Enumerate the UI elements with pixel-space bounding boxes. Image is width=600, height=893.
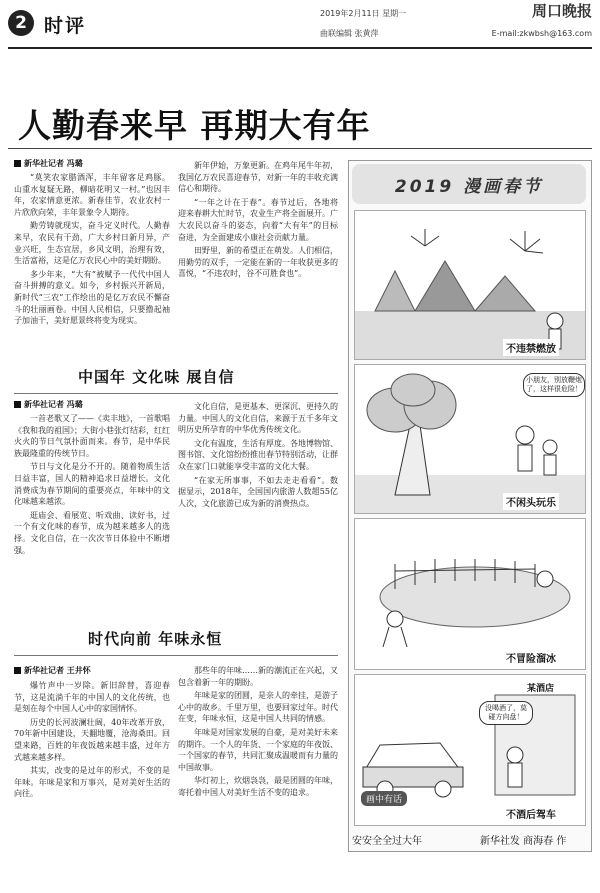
paragraph: 爆竹声中一岁除。新旧辞替，喜迎春节，这是流淌千年的中国人的文化传统，也是刻在每个中国人心中的家国情怀。: [14, 681, 170, 714]
paragraph: 年味是对国家发展的自豪，是对美好未来的期许。一个人的年货、一个家庭的年夜饭、一个国家的春节，共同汇聚成温暖而有力量的中国故事。: [178, 727, 338, 772]
panel-footer-left: 安安全全过大年: [352, 836, 422, 847]
paragraph: 田野里，新的希望正在萌发。人们相信，用勤劳的双手，一定能在新的一年收获更多的喜悦，“不违农时，谷不可胜食也”。: [178, 246, 338, 279]
byline-text: 新华社记者 冯璐: [24, 400, 83, 409]
page-number: 2: [8, 10, 34, 36]
header-info: [320, 2, 592, 40]
paragraph: 新年伊始，万象更新。在鸡年尾牛年初，我国亿万农民喜迎春节，对新一年的丰收充满信心和期待。: [178, 161, 338, 194]
fireworks-illustration: [355, 211, 585, 359]
cartoon-tree: [354, 364, 586, 514]
byline-text: 新华社记者 冯璐: [24, 159, 83, 168]
bullet-square: [14, 160, 21, 167]
cartoon-fireworks: [354, 210, 586, 360]
paragraph: 历史的长河波澜壮阔，40年改革开放，70年新中国建设，天翻地覆，沧海桑田。回望来路，百姓的年夜饭越来越丰盛，过年方式越来越多样。: [14, 717, 170, 762]
tag-label: 画中有话: [361, 791, 407, 806]
speech-bubble: 没喝酒了，莫碰方向盘！: [479, 701, 533, 725]
paragraph: 文化有温度，生活有厚度。各地博物馆、图书馆、文化馆纷纷推出春节特别活动，让群众在家门口就能享受丰富的文化大餐。: [178, 438, 338, 471]
cartoon-drink-drive: [354, 674, 586, 826]
headline-rule: [8, 148, 592, 149]
paragraph: 多少年来，“大有”被赋予一代代中国人奋斗拼搏的意义。如今，乡村振兴开新局，新时代“三农”工作绘出的是亿万农民不懈奋斗的壮丽画卷。中国人民相信，只要撸起袖子加油干，美好愿景终将变为现实。: [14, 269, 170, 326]
panel-footer-right: 新华社发 商海春 作: [480, 836, 567, 847]
byline-text: 新华社记者 王井怀: [24, 666, 91, 675]
paragraph: “在家无所事事，不如去走走看看”。数据显示，2018年，全国国内旅游人数超55亿人次，文化旅游已成为新的消费热点。: [178, 475, 338, 508]
article2-col2: [178, 401, 338, 608]
article1-col2: [178, 160, 338, 347]
editor-line: 曲联编辑 张黄萍: [320, 29, 379, 38]
email-line: E-mail:zkwbsh@163.com: [491, 29, 592, 38]
section-divider: [14, 655, 338, 656]
caption-4: 不酒后驾车: [503, 805, 559, 822]
article2-subhead: 中国年 文化味 展自信: [78, 368, 235, 386]
paragraph: 华灯初上，炊烟袅袅，最是团圆的年味，寄托着中国人对美好生活不变的追求。: [178, 776, 338, 797]
article2-byline: [14, 399, 83, 410]
paragraph: “一年之计在于春”。春节过后，各地将迎来春耕大忙时节，农业生产将全面展开。广大农民以奋斗的姿态，向着“大有年”的目标奋进，为全面建成小康社会贡献力量。: [178, 197, 338, 242]
banner-text: 2019 漫画春节: [394, 176, 544, 197]
header-rule: [8, 47, 592, 49]
paragraph: 那些年的年味……新的潮流正在兴起，又包含着新一年的期盼。: [178, 666, 338, 687]
caption-2: 不闲头玩乐: [503, 493, 559, 510]
cartoon-ice: [354, 518, 586, 670]
paragraph: 其实，改变的是过年的形式，不变的是年味。年味是家和万事兴，是对美好生活的向往。: [14, 766, 170, 799]
article3-subhead: 时代向前 年味永恒: [88, 630, 223, 648]
date-line: 2019年2月11日 星期一: [320, 9, 407, 18]
caption-3: 不冒险溜冰: [503, 649, 559, 666]
paragraph: 节日与文化是分不开的。随着物质生活日益丰富，国人的精神追求日益增长。文化消费成为春节期间的重要亮点，年味中的文化味越来越浓。: [14, 462, 170, 507]
bullet-square: [14, 401, 21, 408]
article3-col2: [178, 665, 338, 880]
article1-byline: [14, 158, 83, 169]
article3-col1: [14, 680, 170, 880]
paragraph: “莫笑农家腊酒浑，丰年留客足鸡豚。山重水复疑无路，柳暗花明又一村。”也因丰年，农家情意更浓。新春佳节，农业农村一片欣欣向荣，丰年景象令人期待。: [14, 173, 170, 217]
speech-bubble: 小朋友，别放鞭炮了，这样很危险！: [523, 373, 585, 397]
paragraph: 逛庙会、看展览、听戏曲、读好书，过一个有文化味的春节，成为越来越多人的选择。文化自信，在一次次节日体验中不断增强。: [14, 510, 170, 555]
article2-col1: [14, 413, 170, 608]
bullet-square: [14, 667, 21, 674]
cartoon-banner: [352, 164, 586, 204]
section-title: 时评: [44, 15, 87, 37]
paragraph: 勤劳铸就现实，奋斗定义时代。人勤春来早，农民有干劲，广大乡村日新月异，产业兴旺，生态宜居，乡风文明，治理有效，生活富裕，这是亿万农民心中的美好期盼。: [14, 221, 170, 266]
page-headline: 人勤春来早 再期大有年: [18, 106, 371, 145]
paragraph: 一首老歌又了——《卖丰地》，一首歌唱《我和我的祖国》；大街小巷张灯结彩，红红火火的节日气氛扑面而来。春节，是中华民族最隆重的传统节日。: [14, 414, 170, 458]
caption-1: 不违禁燃放: [503, 339, 559, 356]
paper-name: 周口晚报: [531, 2, 592, 20]
article3-byline: [14, 665, 91, 676]
ice-illustration: [355, 519, 585, 669]
paragraph: 年味是家的团圆，是亲人的牵挂，是游子心中的故乡。千里万里，也要回家过年。时代在变，年味永恒，这是中国人共同的情感。: [178, 691, 338, 724]
article1-col1: [14, 172, 170, 347]
paragraph: 文化自信，是更基本、更深沉、更持久的力量。中国人的文化自信，来源于五千多年文明历史所孕育的中华优秀传统文化。: [178, 402, 338, 435]
section-divider: [14, 393, 338, 394]
hotel-sign: 某酒店: [527, 684, 555, 694]
